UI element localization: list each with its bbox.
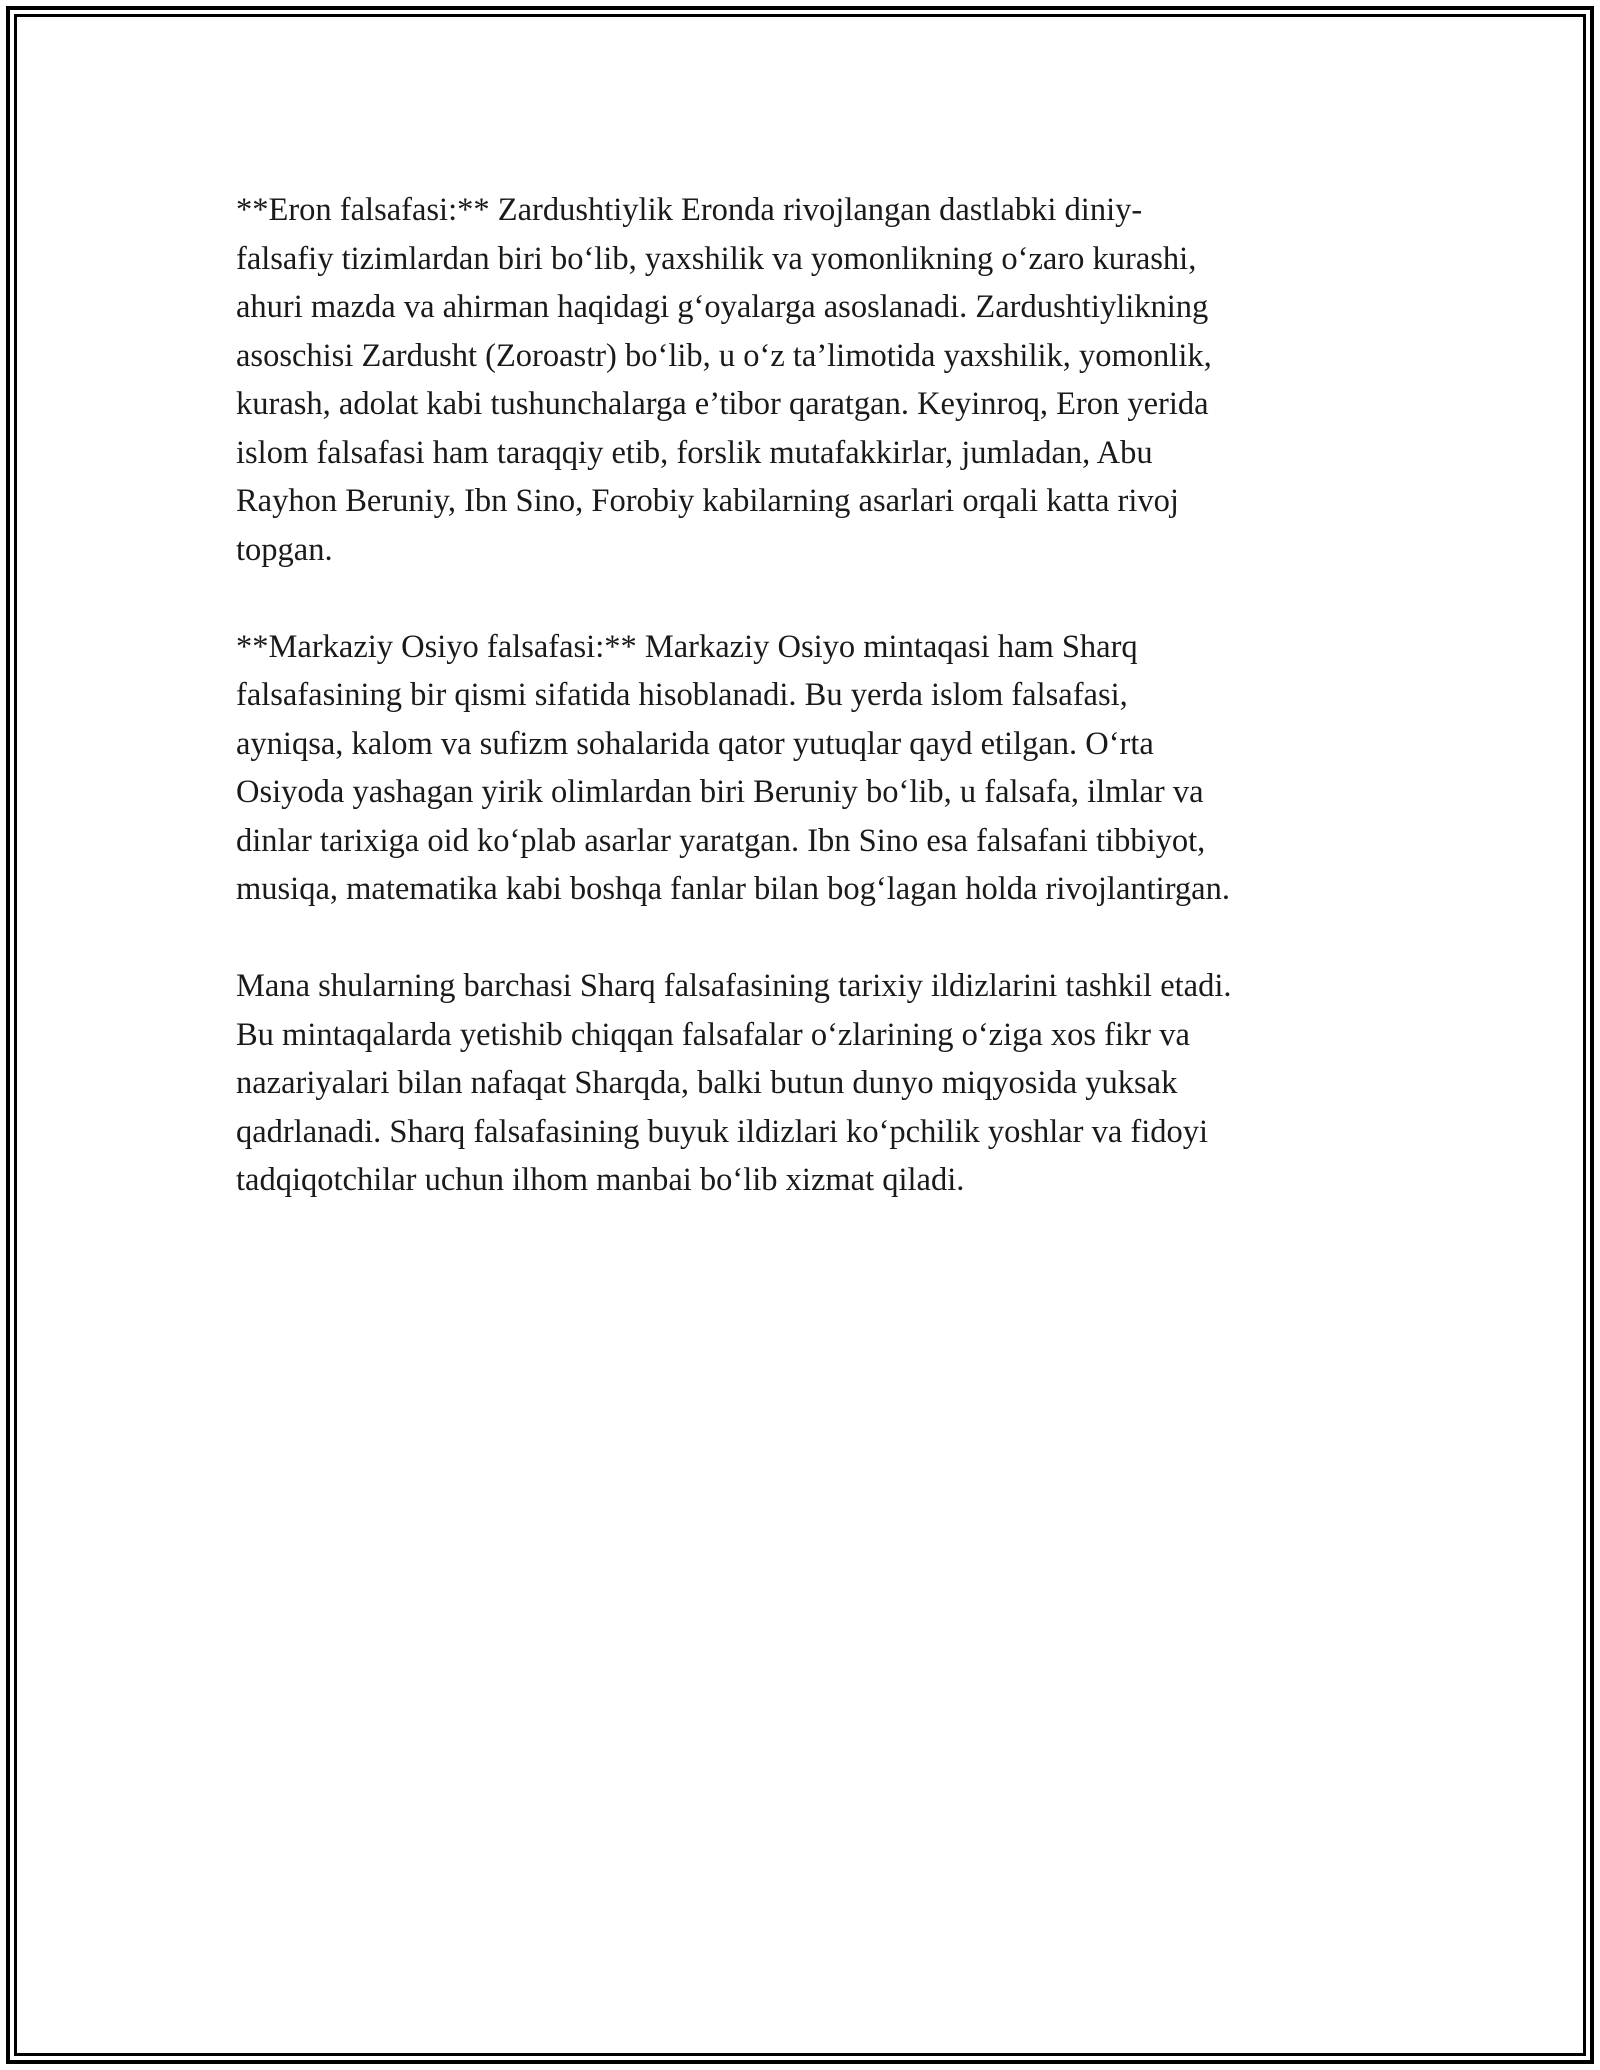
- paragraph-eron-falsafasi: **Eron falsafasi:** Zardushtiylik Eronda rivojlangan dastlabki diniy- falsafiy tizimlardan biri bo‘lib, yaxshilik va yomonlikning o‘zaro kurashi, ahuri mazda va ahirman haqidagi g‘oyalarga asoslanadi. Zardushtiylikning asoschisi Zardusht (Zoroastr) bo‘lib, u o‘z ta’limotida yaxshilik, yomonlik, kurash, adolat kabi tushunchalarga e’tibor qaratgan. Keyinroq, Eron yerida islom falsafasi ham taraqqiy etib, forslik mutafakkirlar, jumladan, Abu Rayhon Beruniy, Ibn Sino, Forobiy kabilarning asarlari orqali katta rivoj topgan.: [236, 192, 1212, 568]
- paragraph-markaziy-osiyo-falsafasi: **Markaziy Osiyo falsafasi:** Markaziy Osiyo mintaqasi ham Sharq falsafasining bir qismi sifatida hisoblanadi. Bu yerda islom falsafasi, ayniqsa, kalom va sufizm sohalarida qator yutuqlar qayd etilgan. O‘rta Osiyoda yashagan yirik olimlardan biri Beruniy bo‘lib, u falsafa, ilmlar va dinlar tarixiga oid ko‘plab asarlar yaratgan. Ibn Sino esa falsafani tibbiyot, musiqa, matematika kabi boshqa fanlar bilan bog‘lagan holda rivojlantirgan.: [236, 628, 1230, 907]
- paragraph-conclusion: Mana shularning barchasi Sharq falsafasining tarixiy ildizlarini tashkil etadi. Bu mintaqalarda yetishib chiqqan falsafalar o‘zlarining o‘ziga xos fikr va nazariyalari bilan nafaqat Sharqda, balki butun dunyo miqyosida yuksak qadrlanadi. Sharq falsafasining buyuk ildizlari ko‘pchilik yoshlar va fidoyi tadqiqotchilar uchun ilhom manbai bo‘lib xizmat qiladi.: [236, 968, 1232, 1198]
- document-body: [236, 186, 1386, 1253]
